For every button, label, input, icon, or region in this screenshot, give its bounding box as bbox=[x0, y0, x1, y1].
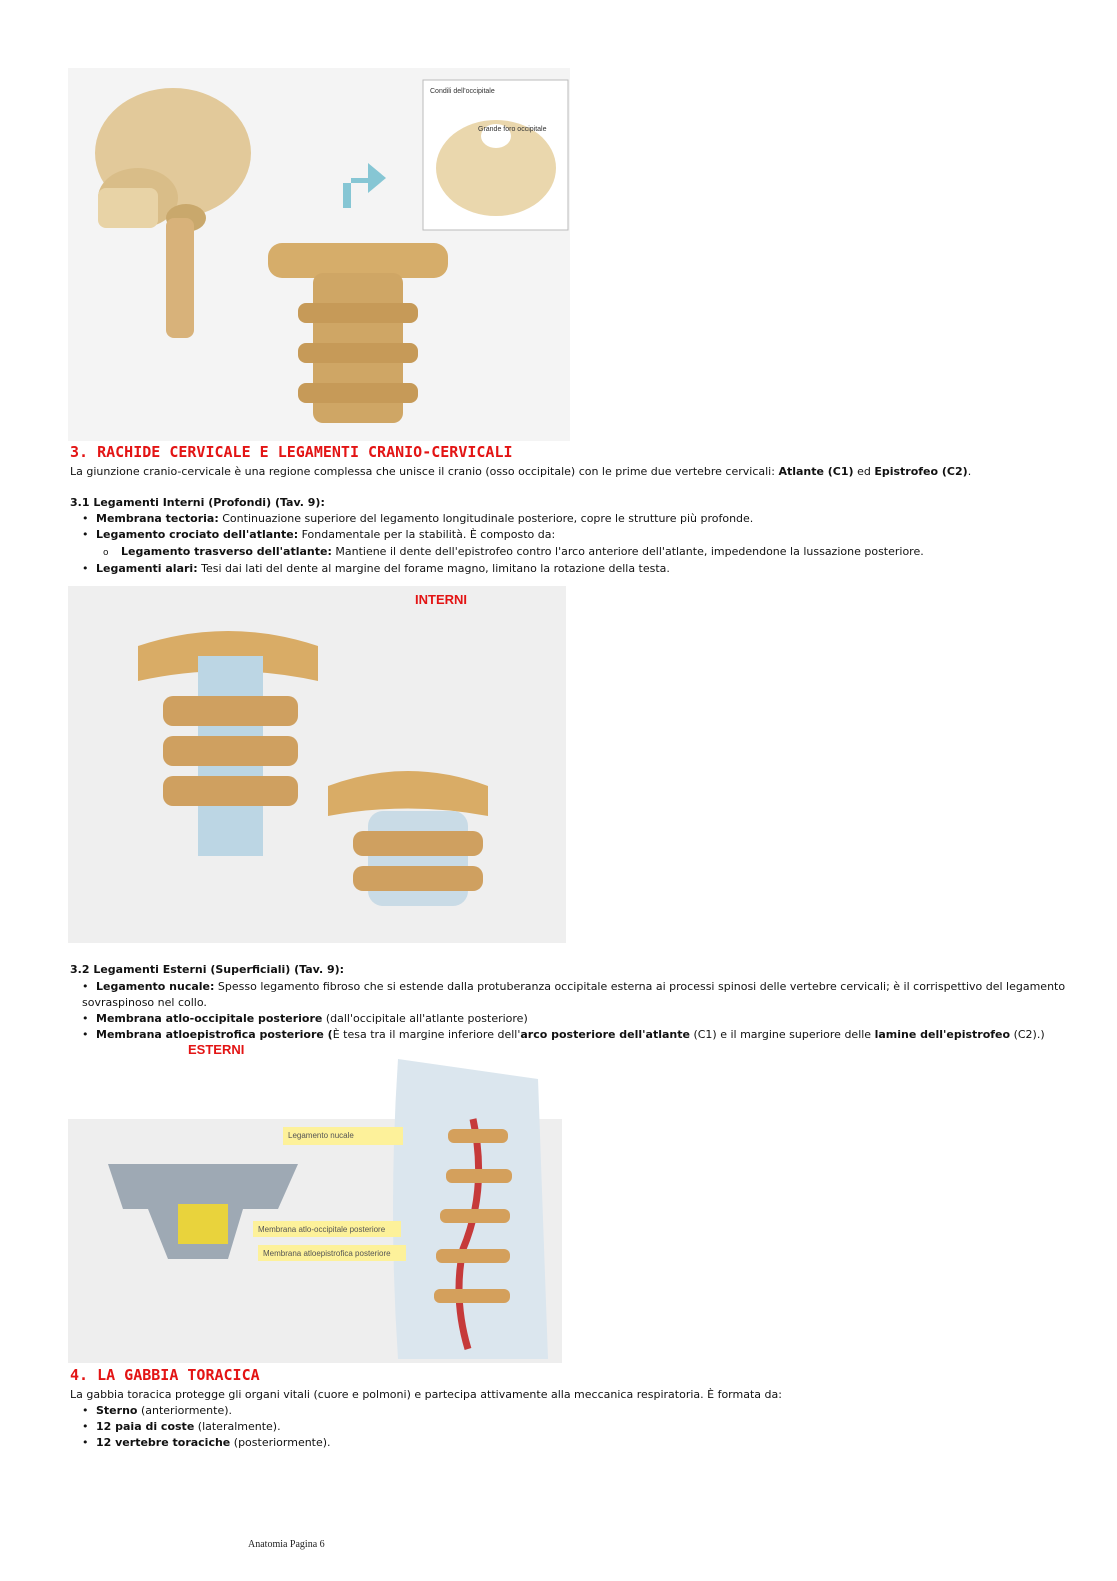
figure-skull-cervical bbox=[68, 68, 570, 441]
figure-external-ligaments bbox=[68, 1059, 562, 1363]
figure-internal-ligaments bbox=[68, 586, 566, 943]
tag-esterni: ESTERNI bbox=[188, 1042, 245, 1057]
list-item: • 12 vertebre toraciche (posteriormente). bbox=[82, 1436, 331, 1449]
subsection-3-1-title: 3.1 Legamenti Interni (Profondi) (Tav. 9): bbox=[70, 496, 325, 509]
section-3-intro: La giunzione cranio-cervicale è una regione complessa che unisce il cranio (osso occipitale) con le prime due vertebre cervicali: Atlante (C1) ed Epistrofeo (C2). bbox=[70, 465, 972, 478]
page-footer: Anatomia Pagina 6 bbox=[248, 1539, 325, 1550]
list-item: • Legamenti alari: Tesi dai lati del dente al margine del forame magno, limitano la rotazione della testa. bbox=[82, 562, 670, 575]
label-grande-foro: Grande foro occipitale bbox=[478, 126, 547, 133]
list-item: • Legamento nucale: Spesso legamento fibroso che si estende dalla protuberanza occipitale esterna ai processi spinosi delle vertebre cervicali; è il corrispettivo del legamento sovraspinoso nel collo. bbox=[82, 980, 1066, 1009]
list-item: • Membrana atlo-occipitale posteriore (dall'occipitale all'atlante posteriore) bbox=[82, 1012, 528, 1025]
section-4-title: 4. LA GABBIA TORACICA bbox=[70, 1366, 260, 1384]
section-4-intro: La gabbia toracica protegge gli organi vitali (cuore e polmoni) e partecipa attivamente alla meccanica respiratoria. È formata da: bbox=[70, 1388, 782, 1401]
section-3-title: 3. RACHIDE CERVICALE E LEGAMENTI CRANIO-CERVICALI bbox=[70, 443, 513, 461]
list-item: • 12 paia di coste (lateralmente). bbox=[82, 1420, 281, 1433]
list-item: • Membrana atloepistrofica posteriore (È tesa tra il margine inferiore dell'arco posteriore dell'atlante (C1) e il margine superiore delle lamine dell'epistrofeo (C2).) bbox=[82, 1028, 1045, 1041]
tag-interni: INTERNI bbox=[415, 592, 467, 607]
subsection-3-2-title: 3.2 Legamenti Esterni (Superficiali) (Tav. 9): bbox=[70, 963, 345, 976]
label-condili: Condili dell'occipitale bbox=[430, 88, 495, 95]
list-item: • Membrana tectoria: Continuazione superiore del legamento longitudinale posteriore, copre le strutture più profonde. bbox=[82, 512, 754, 525]
list-item: • Sterno (anteriormente). bbox=[82, 1404, 233, 1417]
label-legamento-nucale: Legamento nucale bbox=[288, 1131, 354, 1140]
label-membrana-atlo-occipitale: Membrana atlo-occipitale posteriore bbox=[258, 1225, 386, 1234]
nested-list-item: o Legamento trasverso dell'atlante: Mantiene il dente dell'epistrofeo contro l'arco anteriore dell'atlante, impedendone la lussazione posteriore. bbox=[103, 545, 924, 558]
list-item: • Legamento crociato dell'atlante: Fondamentale per la stabilità. È composto da: bbox=[82, 528, 556, 541]
label-membrana-atloepistrofica: Membrana atloepistrofica posteriore bbox=[263, 1249, 391, 1258]
